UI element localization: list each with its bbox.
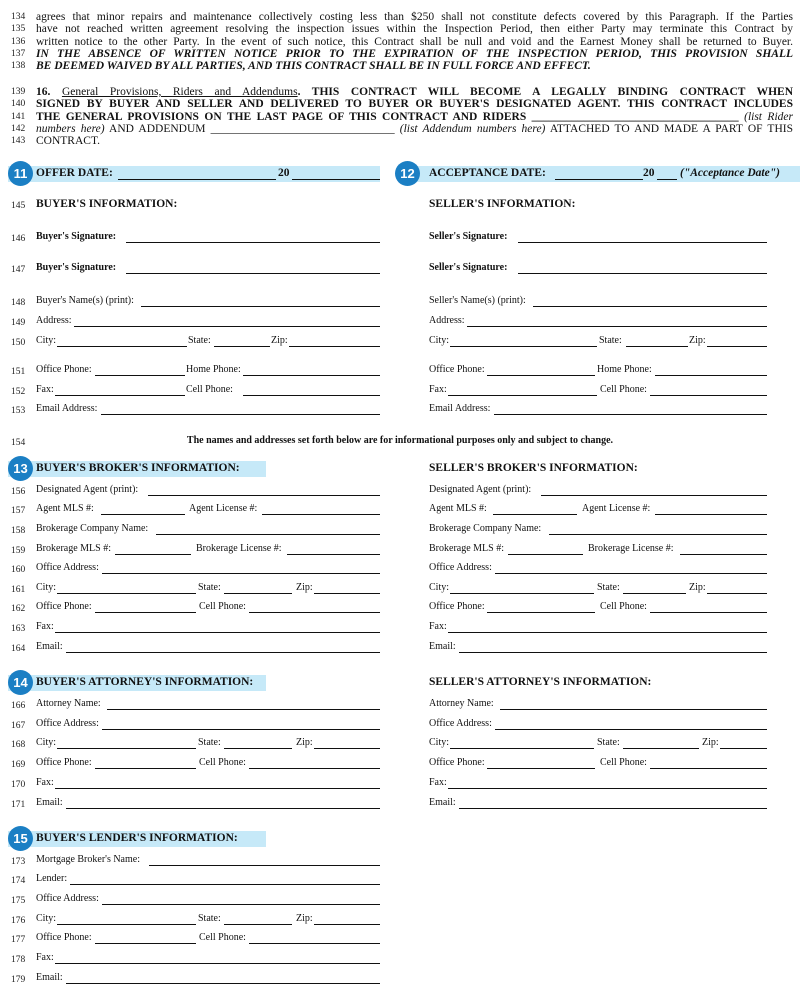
offer-date-field[interactable] xyxy=(118,179,276,180)
seller-brokerage-company-label: Brokerage Company Name: xyxy=(429,523,542,534)
lender-name-label: Lender: xyxy=(36,873,68,884)
seller-brokerage-mls-field[interactable] xyxy=(508,554,583,555)
buyer-attorney-fax-label: Fax: xyxy=(36,777,54,788)
buyer-cell-phone-label: Cell Phone: xyxy=(186,384,233,395)
buyer-attorney-office-phone-field[interactable] xyxy=(95,768,196,769)
paragraph-line xyxy=(36,48,793,60)
buyer-attorney-zip-label: Zip: xyxy=(296,737,313,748)
seller-cell-phone-field[interactable] xyxy=(650,395,767,396)
line-number: 176 xyxy=(11,916,26,926)
buyer-brokerage-license-field[interactable] xyxy=(287,554,380,555)
seller-attorney-fax-field[interactable] xyxy=(448,788,767,789)
seller-broker-agent-label: Designated Agent (print): xyxy=(429,484,532,495)
seller-attorney-email-field[interactable] xyxy=(459,808,767,809)
buyer-broker-office-phone-label: Office Phone: xyxy=(36,601,92,612)
line-number: 179 xyxy=(11,975,26,985)
buyer-signature-2-field[interactable] xyxy=(126,273,380,274)
line-number: 141 xyxy=(11,111,26,122)
lender-state-field[interactable] xyxy=(224,924,292,925)
line-number: 156 xyxy=(11,487,26,497)
line-number: 174 xyxy=(11,876,26,886)
lender-fax-field[interactable] xyxy=(55,963,380,964)
lender-cell-phone-field[interactable] xyxy=(249,943,380,944)
text-run: CONTRACT. xyxy=(36,135,100,148)
seller-broker-office-address-label: Office Address: xyxy=(429,562,492,573)
seller-names-field[interactable] xyxy=(533,306,767,307)
line-number: 168 xyxy=(11,740,26,750)
buyer-brokerage-mls-field[interactable] xyxy=(115,554,191,555)
line-number: 135 xyxy=(11,24,26,35)
seller-state-field[interactable] xyxy=(626,346,688,347)
buyer-attorney-email-label: Email: xyxy=(36,797,63,808)
buyer-names-label: Buyer's Name(s) (print): xyxy=(36,295,134,306)
line-number: 139 xyxy=(11,87,26,97)
buyer-home-phone-label: Home Phone: xyxy=(186,364,241,375)
buyer-info-title: BUYER'S INFORMATION: xyxy=(36,198,178,210)
seller-names-label: Seller's Name(s) (print): xyxy=(429,295,526,306)
line-number: 154 xyxy=(11,438,26,448)
buyer-broker-agent-license-label: Agent License #: xyxy=(189,503,258,514)
buyer-address-field[interactable] xyxy=(74,326,380,327)
seller-broker-title: SELLER'S BROKER'S INFORMATION: xyxy=(429,462,638,474)
buyer-broker-fax-field[interactable] xyxy=(55,632,380,633)
line-number: 152 xyxy=(11,387,26,397)
buyer-brokerage-company-field[interactable] xyxy=(156,534,380,535)
buyer-address-label: Address: xyxy=(36,315,72,326)
seller-office-phone-field[interactable] xyxy=(487,375,595,376)
buyer-attorney-state-field[interactable] xyxy=(224,748,292,749)
line-number: 170 xyxy=(11,780,26,790)
line-number: 159 xyxy=(11,546,26,556)
seller-attorney-city-field[interactable] xyxy=(450,748,594,749)
seller-city-label: City: xyxy=(429,335,450,346)
line-number: 178 xyxy=(11,955,26,965)
line-number: 149 xyxy=(11,318,26,328)
seller-home-phone-field[interactable] xyxy=(655,375,767,376)
line-number: 160 xyxy=(11,565,26,575)
seller-email-label: Email Address: xyxy=(429,403,491,414)
seller-broker-state-field[interactable] xyxy=(623,593,686,594)
buyer-signature-2-label: Buyer's Signature: xyxy=(36,262,117,273)
buyer-attorney-name-field[interactable] xyxy=(107,709,380,710)
line-number: 158 xyxy=(11,526,26,536)
seller-broker-agent-license-field[interactable] xyxy=(655,514,767,515)
lender-zip-field[interactable] xyxy=(314,924,380,925)
lender-office-phone-field[interactable] xyxy=(95,943,196,944)
seller-attorney-email-label: Email: xyxy=(429,797,456,808)
buyer-broker-city-label: City: xyxy=(36,582,57,593)
lender-fax-label: Fax: xyxy=(36,952,54,963)
text-run: SIGNED BY BUYER AND SELLER AND DELIVERED TO BUYER OR BUYER'S DESIGNATED AGENT. THIS CONTRACT INCLUDES xyxy=(36,98,793,111)
text-run: have not reached written agreement resolving the inspection issues within the Inspection Period, then either Party may terminate this Contract by xyxy=(36,23,793,36)
seller-attorney-office-address-label: Office Address: xyxy=(429,718,492,729)
acceptance-year-field[interactable] xyxy=(657,179,677,180)
seller-broker-agent-mls-field[interactable] xyxy=(493,514,577,515)
buyer-state-field[interactable] xyxy=(214,346,270,347)
line-number: 146 xyxy=(11,234,26,244)
buyer-attorney-name-label: Attorney Name: xyxy=(36,698,101,709)
buyer-broker-office-address-field[interactable] xyxy=(102,573,380,574)
buyer-signature-1-label: Buyer's Signature: xyxy=(36,231,117,242)
line-number: 147 xyxy=(11,265,26,275)
buyer-city-label: City: xyxy=(36,335,57,346)
seller-brokerage-license-label: Brokerage License #: xyxy=(588,543,674,554)
paragraph-line xyxy=(36,23,793,35)
lender-office-address-label: Office Address: xyxy=(36,893,99,904)
buyer-brokerage-license-label: Brokerage License #: xyxy=(196,543,282,554)
lender-city-field[interactable] xyxy=(57,924,196,925)
buyer-home-phone-field[interactable] xyxy=(243,375,380,376)
buyer-attorney-state-label: State: xyxy=(198,737,221,748)
seller-broker-office-phone-field[interactable] xyxy=(487,612,595,613)
section-14-badge: 14 xyxy=(8,670,33,695)
seller-brokerage-company-field[interactable] xyxy=(549,534,767,535)
seller-home-phone-label: Home Phone: xyxy=(597,364,652,375)
lender-cell-phone-label: Cell Phone: xyxy=(199,932,246,943)
seller-broker-agent-field[interactable] xyxy=(541,495,767,496)
seller-attorney-office-phone-field[interactable] xyxy=(487,768,595,769)
seller-broker-agent-mls-label: Agent MLS #: xyxy=(429,503,487,514)
buyer-broker-email-label: Email: xyxy=(36,641,63,652)
line-number: 153 xyxy=(11,406,26,416)
line-number: 151 xyxy=(11,367,26,377)
offer-year-field[interactable] xyxy=(292,179,380,180)
lender-office-phone-label: Office Phone: xyxy=(36,932,92,943)
text-run: . THIS CONTRACT WILL BECOME A LEGALLY BINDING CONTRACT WHEN xyxy=(297,86,794,98)
paragraph-line xyxy=(36,36,793,48)
buyer-email-field[interactable] xyxy=(101,414,380,415)
seller-broker-fax-label: Fax: xyxy=(429,621,447,632)
buyer-broker-title: BUYER'S BROKER'S INFORMATION: xyxy=(36,462,240,474)
seller-broker-state-label: State: xyxy=(597,582,620,593)
buyer-broker-state-label: State: xyxy=(198,582,221,593)
seller-attorney-fax-label: Fax: xyxy=(429,777,447,788)
seller-attorney-state-field[interactable] xyxy=(623,748,699,749)
buyer-zip-field[interactable] xyxy=(289,346,380,347)
line-number: 175 xyxy=(11,896,26,906)
buyer-attorney-email-field[interactable] xyxy=(66,808,380,809)
seller-broker-zip-field[interactable] xyxy=(707,593,767,594)
text-run: BE DEEMED WAIVED BY ALL PARTIES, AND THIS CONTRACT SHALL BE IN FULL FORCE AND EFFECT. xyxy=(36,60,591,73)
buyer-broker-cell-phone-label: Cell Phone: xyxy=(199,601,246,612)
seller-attorney-office-address-field[interactable] xyxy=(495,729,767,730)
line-number: 164 xyxy=(11,644,26,654)
paragraph-line xyxy=(36,86,793,98)
buyer-attorney-office-address-field[interactable] xyxy=(102,729,380,730)
seller-attorney-name-field[interactable] xyxy=(500,709,767,710)
buyer-zip-label: Zip: xyxy=(271,335,288,346)
text-run: AND ADDENDUM ________________________________ xyxy=(104,122,400,135)
section-15-badge: 15 xyxy=(8,826,33,851)
buyer-attorney-zip-field[interactable] xyxy=(314,748,380,749)
line-number: 145 xyxy=(11,201,26,211)
buyer-attorney-office-phone-label: Office Phone: xyxy=(36,757,92,768)
text-run: numbers here) xyxy=(36,122,105,135)
offer-date-label: OFFER DATE: xyxy=(36,167,113,179)
line-number: 150 xyxy=(11,338,26,348)
line-number: 173 xyxy=(11,857,26,867)
seller-attorney-office-phone-label: Office Phone: xyxy=(429,757,485,768)
paragraph-line xyxy=(36,11,793,23)
text-run: (list Rider xyxy=(744,110,793,123)
buyer-broker-zip-field[interactable] xyxy=(314,593,380,594)
text-run: THE GENERAL PROVISIONS ON THE LAST PAGE OF THIS CONTRACT AND RIDERS ____________________________________ xyxy=(36,110,745,123)
buyer-broker-cell-phone-field[interactable] xyxy=(249,612,380,613)
acceptance-date-label: ACCEPTANCE DATE: xyxy=(429,167,546,179)
seller-address-label: Address: xyxy=(429,315,465,326)
seller-office-phone-label: Office Phone: xyxy=(429,364,485,375)
buyer-attorney-office-address-label: Office Address: xyxy=(36,718,99,729)
buyer-attorney-city-field[interactable] xyxy=(57,748,196,749)
line-number: 148 xyxy=(11,298,26,308)
seller-broker-office-phone-label: Office Phone: xyxy=(429,601,485,612)
section-12-badge: 12 xyxy=(395,161,420,186)
text-run: 16. xyxy=(36,86,62,98)
seller-brokerage-license-field[interactable] xyxy=(680,554,767,555)
buyer-city-field[interactable] xyxy=(57,346,187,347)
seller-broker-city-field[interactable] xyxy=(450,593,594,594)
seller-attorney-zip-label: Zip: xyxy=(702,737,719,748)
line-number: 169 xyxy=(11,760,26,770)
seller-broker-cell-phone-field[interactable] xyxy=(650,612,767,613)
buyer-broker-agent-license-field[interactable] xyxy=(262,514,380,515)
line-number: 157 xyxy=(11,506,26,516)
buyer-office-phone-field[interactable] xyxy=(95,375,185,376)
buyer-brokerage-mls-label: Brokerage MLS #: xyxy=(36,543,111,554)
seller-broker-office-address-field[interactable] xyxy=(495,573,767,574)
line-number: 163 xyxy=(11,624,26,634)
seller-broker-zip-label: Zip: xyxy=(689,582,706,593)
line-number: 171 xyxy=(11,800,26,810)
paragraph-line xyxy=(36,123,793,135)
seller-signature-2-label: Seller's Signature: xyxy=(429,262,508,273)
buyer-broker-fax-label: Fax: xyxy=(36,621,54,632)
seller-cell-phone-label: Cell Phone: xyxy=(600,384,647,395)
seller-signature-1-label: Seller's Signature: xyxy=(429,231,508,242)
line-number: 137 xyxy=(11,48,26,59)
buyer-state-label: State: xyxy=(188,335,211,346)
lender-office-address-field[interactable] xyxy=(102,904,380,905)
seller-attorney-city-label: City: xyxy=(429,737,450,748)
line-number: 161 xyxy=(11,585,26,595)
buyer-fax-field[interactable] xyxy=(55,395,185,396)
paragraph-line xyxy=(36,98,793,110)
buyer-fax-label: Fax: xyxy=(36,384,54,395)
offer-year-label: 20 xyxy=(278,167,290,179)
buyer-brokerage-company-label: Brokerage Company Name: xyxy=(36,523,149,534)
lender-zip-label: Zip: xyxy=(296,913,313,924)
seller-attorney-cell-phone-field[interactable] xyxy=(650,768,767,769)
seller-info-title: SELLER'S INFORMATION: xyxy=(429,198,576,210)
line-number: 167 xyxy=(11,721,26,731)
seller-state-label: State: xyxy=(599,335,622,346)
lender-email-field[interactable] xyxy=(66,983,380,984)
seller-attorney-zip-field[interactable] xyxy=(720,748,767,749)
buyer-names-field[interactable] xyxy=(141,306,380,307)
seller-brokerage-mls-label: Brokerage MLS #: xyxy=(429,543,504,554)
paragraph-line xyxy=(36,135,793,147)
seller-city-field[interactable] xyxy=(450,346,597,347)
line-number: 134 xyxy=(11,12,26,22)
seller-broker-city-label: City: xyxy=(429,582,450,593)
buyer-cell-phone-field[interactable] xyxy=(243,395,380,396)
lender-state-label: State: xyxy=(198,913,221,924)
informational-notice: The names and addresses set forth below are for informational purposes only and subject to change. xyxy=(186,435,614,446)
buyer-broker-office-phone-field[interactable] xyxy=(95,612,196,613)
seller-fax-label: Fax: xyxy=(429,384,447,395)
line-number: 138 xyxy=(11,61,26,72)
buyer-attorney-title: BUYER'S ATTORNEY'S INFORMATION: xyxy=(36,676,254,688)
lender-name-field[interactable] xyxy=(70,884,380,885)
buyer-signature-1-field[interactable] xyxy=(126,242,380,243)
line-number: 142 xyxy=(11,123,26,134)
seller-broker-email-label: Email: xyxy=(429,641,456,652)
buyer-broker-state-field[interactable] xyxy=(224,593,292,594)
buyer-broker-zip-label: Zip: xyxy=(296,582,313,593)
text-run: agrees that minor repairs and maintenance collectively costing less than $250 shall not constitute defects covered by this Paragraph. If the Parties xyxy=(36,11,793,23)
seller-address-field[interactable] xyxy=(467,326,767,327)
mortgage-broker-name-field[interactable] xyxy=(149,865,380,866)
buyer-attorney-cell-phone-field[interactable] xyxy=(249,768,380,769)
text-run: ATTACHED TO AND MADE A PART OF THIS xyxy=(545,122,793,135)
buyer-attorney-fax-field[interactable] xyxy=(55,788,380,789)
text-run: General Provisions, Riders and Addendums xyxy=(61,86,298,98)
seller-broker-email-field[interactable] xyxy=(459,652,767,653)
mortgage-broker-name-label: Mortgage Broker's Name: xyxy=(36,854,140,865)
lender-city-label: City: xyxy=(36,913,57,924)
line-number: 140 xyxy=(11,99,26,110)
text-run: IN THE ABSENCE OF WRITTEN NOTICE PRIOR TO THE EXPIRATION OF THE INSPECTION PERIOD, THIS PROVISION SHALL xyxy=(36,47,793,60)
buyer-broker-email-field[interactable] xyxy=(66,652,380,653)
buyer-lender-title: BUYER'S LENDER'S INFORMATION: xyxy=(36,832,238,844)
seller-signature-2-field[interactable] xyxy=(518,273,767,274)
seller-email-field[interactable] xyxy=(494,414,767,415)
buyer-attorney-cell-phone-label: Cell Phone: xyxy=(199,757,246,768)
text-run: (list Addendum numbers here) xyxy=(399,122,546,135)
buyer-office-phone-label: Office Phone: xyxy=(36,364,92,375)
line-number: 162 xyxy=(11,604,26,614)
acceptance-date-note: ("Acceptance Date") xyxy=(680,167,780,179)
seller-zip-field[interactable] xyxy=(707,346,767,347)
seller-attorney-title: SELLER'S ATTORNEY'S INFORMATION: xyxy=(429,676,652,688)
seller-attorney-name-label: Attorney Name: xyxy=(429,698,494,709)
seller-broker-cell-phone-label: Cell Phone: xyxy=(600,601,647,612)
seller-signature-1-field[interactable] xyxy=(518,242,767,243)
line-number: 143 xyxy=(11,136,26,147)
seller-fax-field[interactable] xyxy=(448,395,597,396)
seller-attorney-state-label: State: xyxy=(597,737,620,748)
line-number: 166 xyxy=(11,701,26,711)
buyer-email-label: Email Address: xyxy=(36,403,98,414)
line-number: 177 xyxy=(11,935,26,945)
buyer-broker-agent-mls-label: Agent MLS #: xyxy=(36,503,94,514)
buyer-broker-office-address-label: Office Address: xyxy=(36,562,99,573)
seller-broker-agent-license-label: Agent License #: xyxy=(582,503,651,514)
lender-email-label: Email: xyxy=(36,972,63,983)
paragraph-line xyxy=(36,111,793,123)
seller-zip-label: Zip: xyxy=(689,335,706,346)
paragraph-line xyxy=(36,60,793,72)
text-run: written notice to the other Party. In the event of such notice, this Contract shall be null and void and the Earnest Money shall be returned to Buyer. xyxy=(36,35,793,48)
buyer-broker-city-field[interactable] xyxy=(57,593,196,594)
acceptance-date-field[interactable] xyxy=(555,179,643,180)
seller-broker-fax-field[interactable] xyxy=(448,632,767,633)
seller-attorney-cell-phone-label: Cell Phone: xyxy=(600,757,647,768)
buyer-attorney-city-label: City: xyxy=(36,737,57,748)
line-number: 136 xyxy=(11,36,26,47)
section-11-badge: 11 xyxy=(8,161,33,186)
buyer-broker-agent-mls-field[interactable] xyxy=(101,514,185,515)
section-13-badge: 13 xyxy=(8,456,33,481)
buyer-broker-agent-field[interactable] xyxy=(148,495,380,496)
acceptance-year-label: 20 xyxy=(643,167,655,179)
buyer-broker-agent-label: Designated Agent (print): xyxy=(36,484,139,495)
